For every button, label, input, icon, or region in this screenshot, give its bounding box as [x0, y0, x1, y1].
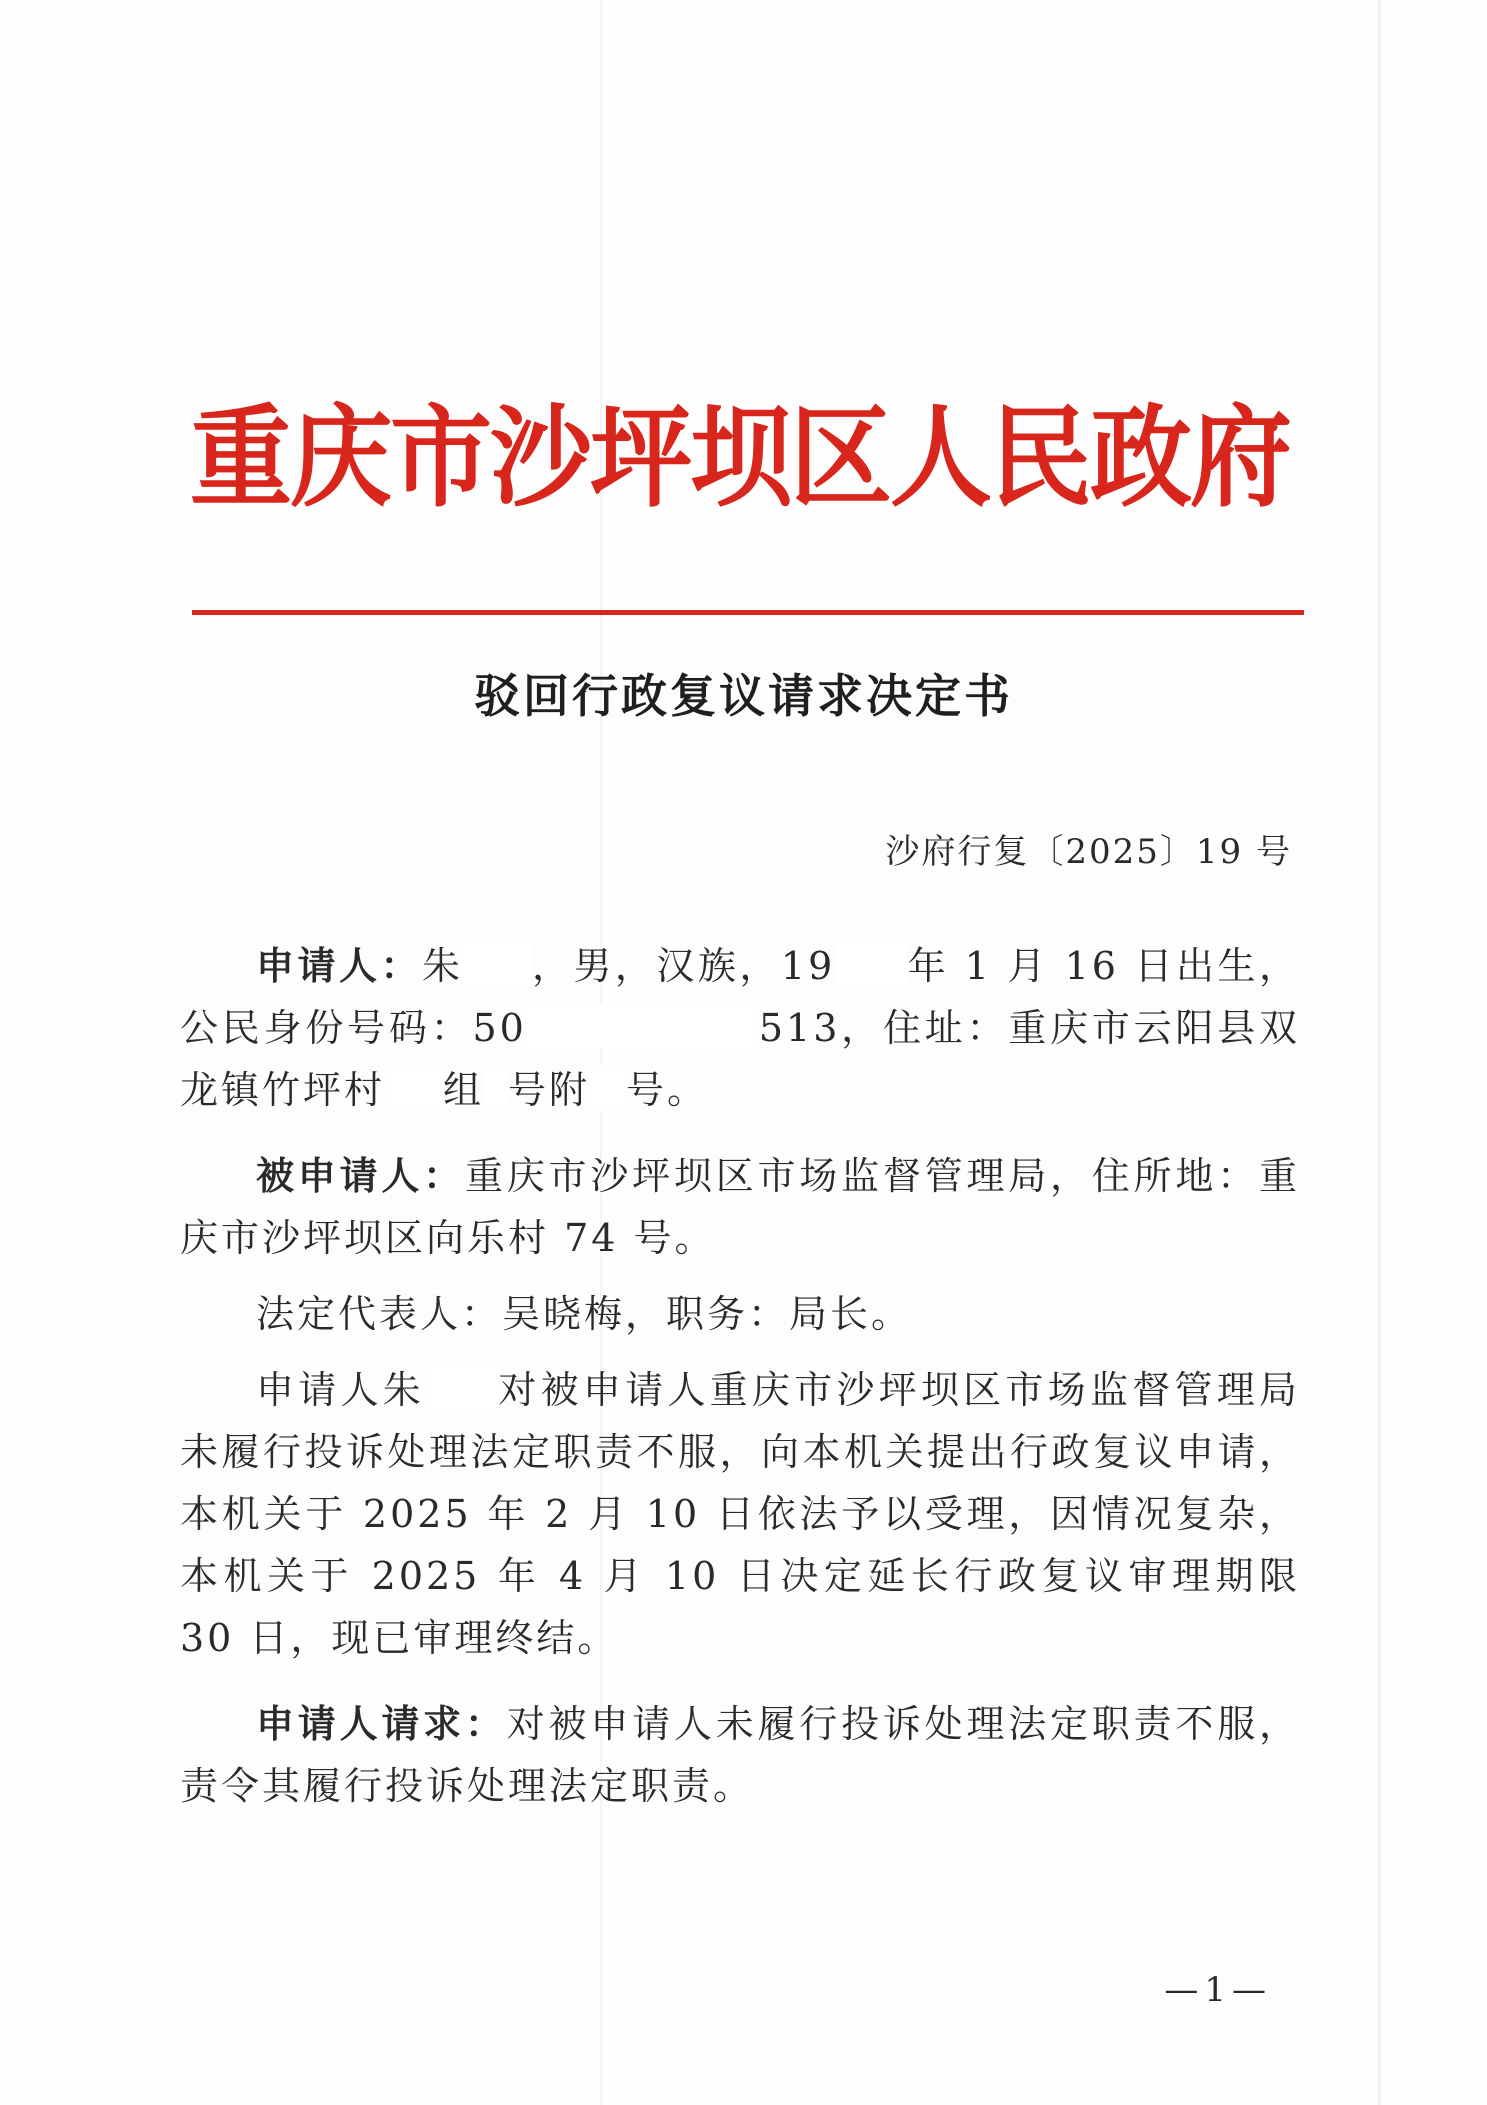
applicant-text: 513，住址：重庆市云阳县双龙镇竹坪村 [180, 1006, 1300, 1112]
applicant-text: 年 1 月 16 日出生，公民身份号码：50 [180, 944, 1300, 1050]
redaction-block [590, 1065, 626, 1111]
document-number: 沙府行复〔2025〕19 号 [885, 832, 1292, 872]
applicant-label: 申请人： [256, 944, 422, 988]
scan-fold-line [1378, 0, 1381, 2105]
redaction-block [425, 1365, 497, 1411]
applicant-paragraph [180, 935, 1300, 1121]
header-divider [192, 610, 1304, 615]
request-text: 对被申请人未履行投诉处理法定职责不服，责令其履行投诉处理法定职责。 [180, 1702, 1300, 1808]
redaction-block [527, 1003, 759, 1049]
redaction-block [463, 941, 531, 987]
document-body [180, 935, 1300, 1841]
procedure-paragraph [180, 1359, 1300, 1669]
issuing-authority-header: 重庆市沙坪坝区人民政府 [190, 393, 1290, 523]
applicant-text: 组 [443, 1068, 485, 1112]
legal-representative-paragraph: 法定代表人：吴晓梅，职务：局长。 [256, 1292, 913, 1336]
request-paragraph [180, 1693, 1300, 1817]
request-label: 申请人请求： [256, 1702, 507, 1746]
respondent-paragraph [180, 1145, 1300, 1269]
document-title: 驳回行政复议请求决定书 [474, 669, 1013, 723]
respondent-label: 被申请人： [256, 1154, 465, 1198]
redaction-block [385, 1065, 443, 1111]
applicant-text: 号。 [626, 1068, 709, 1112]
procedure-text: 对被申请人重庆市沙坪坝区市场监督管理局未履行投诉处理法定职责不服，向本机关提出行政复议申请，本机关于 2025 年 2 月 10 日依法予以受理，因情况复杂，本机关于 2025 年 4 月 10 日决定延长行政复议审理期限 30 日，现已审理终结。 [180, 1368, 1300, 1660]
procedure-prefix: 申请人朱 [256, 1368, 426, 1412]
redaction-block [835, 941, 907, 987]
applicant-name: 朱 [421, 944, 464, 988]
applicant-text: 号附 [508, 1068, 591, 1112]
respondent-text: 重庆市沙坪坝区市场监督管理局，住所地：重庆市沙坪坝区向乐村 74 号。 [180, 1154, 1300, 1260]
applicant-text: ，男，汉族，19 [531, 944, 836, 988]
page-number: —1— [1164, 1970, 1272, 2010]
redaction-block [484, 1065, 508, 1111]
